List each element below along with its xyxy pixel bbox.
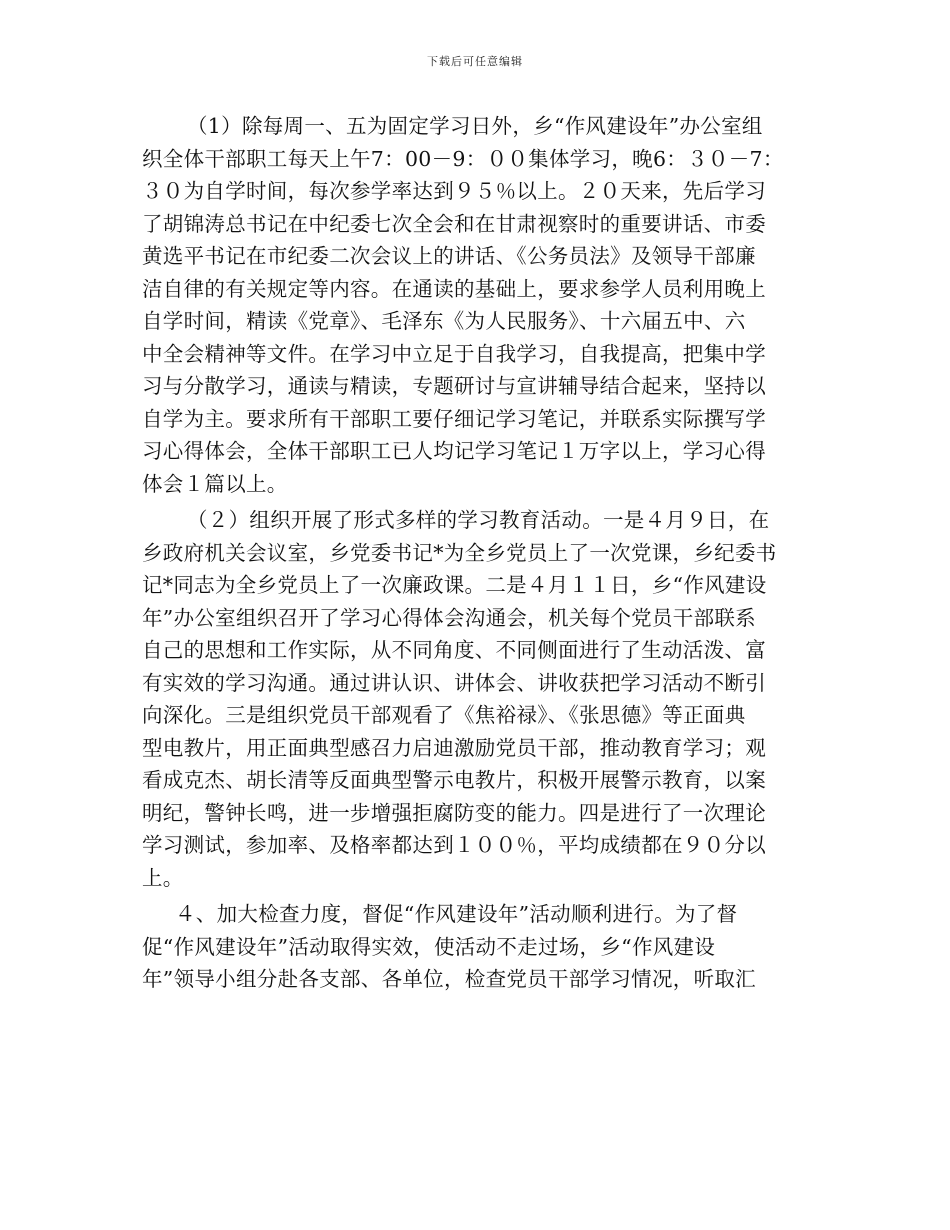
document-body <box>142 110 822 996</box>
text-line: ３０为自学时间，每次参学率达到９５％以上。２０天来，先后学习 <box>142 179 766 203</box>
text-line: 学习测试，参加率、及格率都达到１００％，平均成绩都在９０分以 <box>142 833 766 857</box>
text-line: 促“作风建设年”活动取得实效，使活动不走过场，乡“作风建设 <box>142 934 716 959</box>
text-line: 洁自律的有关规定等内容。在通读的基础上，要求参学人员利用晚上 <box>142 276 766 301</box>
text-line: ４、加大检查力度，督促“作风建设年”活动顺利进行。为了督 <box>175 902 738 926</box>
text-line: 习与分散学习，通读与精读，专题研讨与宣讲辅导结合起来，坚持以 <box>142 374 766 398</box>
text-line: 记*同志为全乡党员上了一次廉政课。二是４月１１日，乡“作风建设 <box>142 573 767 597</box>
text-line: 了胡锦涛总书记在中纪委七次全会和在甘肃视察时的重要讲话、市委 <box>142 211 766 236</box>
paragraph-1 <box>142 110 822 500</box>
page-header: 下载后可任意编辑 <box>427 55 523 68</box>
text-line: 自己的思想和工作实际，从不同角度、不同侧面进行了生动活泼、富 <box>142 638 766 662</box>
text-line: 年”领导小组分赴各支部、各单位，检查党员干部学习情况，听取汇 <box>142 967 756 991</box>
text-line: 上。 <box>142 865 184 890</box>
text-line: 黄选平书记在市纪委二次会议上的讲话、《公务员法》及领导干部廉 <box>142 244 756 268</box>
text-line: 自学时间，精读《党章》、毛泽东《为人民服务》、十六届五中、六 <box>142 309 746 333</box>
text-line: 自学为主。要求所有干部职工要仔细记学习笔记，并联系实际撰写学 <box>142 406 766 431</box>
text-line: （２）组织开展了形式多样的学习教育活动。一是４月９日，在 <box>187 508 770 532</box>
text-line: 明纪，警钟长鸣，进一步增强拒腐防变的能力。四是进行了一次理论 <box>142 800 766 825</box>
text-line: 织全体干部职工每天上午7：00－9：００集体学习，晚6：３０－7： <box>142 146 784 171</box>
text-line: 习心得体会，全体干部职工已人均记学习笔记１万字以上，学习心得 <box>142 439 766 463</box>
text-line: 向深化。三是组织党员干部观看了《焦裕禄》、《张思德》等正面典 <box>142 703 746 727</box>
text-line: 年”办公室组织召开了学习心得体会沟通会，机关每个党员干部联系 <box>142 605 756 630</box>
text-line: 乡政府机关会议室，乡党委书记*为全乡党员上了一次党课，乡纪委书 <box>142 540 777 565</box>
text-line: 型电教片，用正面典型感召力启迪激励党员干部，推动教育学习；观 <box>142 735 766 760</box>
text-line: 体会１篇以上。 <box>142 471 288 496</box>
text-line: 有实效的学习沟通。通过讲认识、讲体会、讲收获把学习活动不断引 <box>142 670 766 695</box>
text-line: 看成克杰、胡长清等反面典型警示电教片，积极开展警示教育，以案 <box>142 768 766 792</box>
paragraph-3 <box>142 898 822 996</box>
text-line: （1）除每周一、五为固定学习日外，乡“作风建设年”办公室组 <box>187 114 763 138</box>
paragraph-2 <box>142 504 822 894</box>
text-line: 中全会精神等文件。在学习中立足于自我学习，自我提高，把集中学 <box>142 341 766 366</box>
